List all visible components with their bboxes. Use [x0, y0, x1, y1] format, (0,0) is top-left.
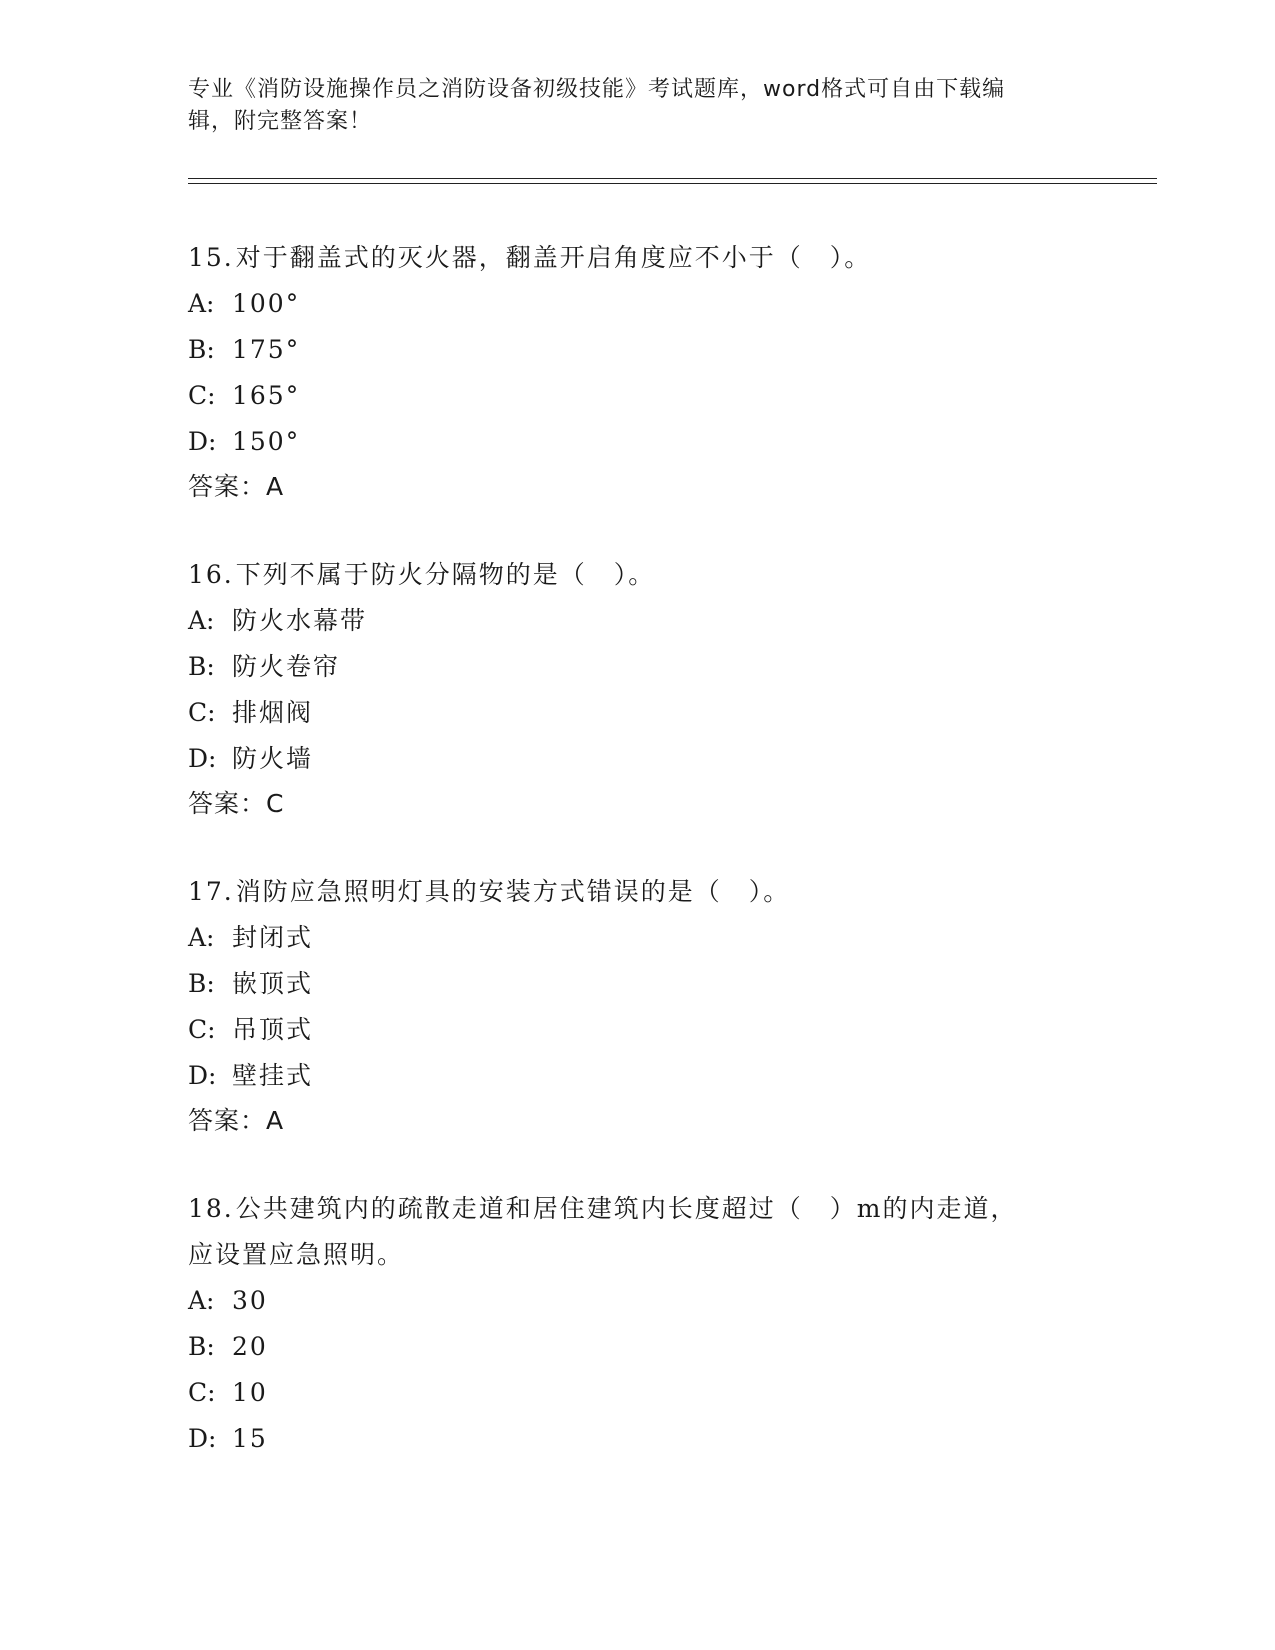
option-c: [188, 1007, 1088, 1053]
option-text: 壁挂式: [232, 1061, 314, 1090]
answer-line: 答案：A: [188, 472, 285, 501]
option-key: C:: [188, 1378, 216, 1407]
option-d: [188, 736, 1088, 782]
option-text: 100°: [232, 289, 301, 318]
header-divider-top: [188, 178, 1157, 179]
option-text: 排烟阀: [232, 698, 314, 727]
option-c: [188, 690, 1088, 736]
question-number: 17.: [188, 877, 234, 906]
question-text: 对于翻盖式的灭火器，翻盖开启角度应不小于（ ）。: [235, 243, 872, 272]
header-divider-bottom: [188, 183, 1157, 184]
option-text: 防火水幕带: [232, 606, 368, 635]
question-stem: [188, 1186, 1088, 1232]
option-text: 150°: [232, 427, 301, 456]
question-number: 15.: [188, 243, 234, 272]
option-text: 防火卷帘: [232, 652, 341, 681]
option-key: B:: [188, 969, 215, 998]
option-key: D:: [188, 1061, 217, 1090]
option-c: [188, 373, 1088, 419]
question-list: [188, 235, 1088, 1505]
option-key: A:: [188, 1286, 215, 1315]
option-text: 15: [232, 1424, 268, 1453]
option-key: B:: [188, 335, 215, 364]
question-16: [188, 552, 1088, 826]
question-number: 18.: [188, 1194, 234, 1223]
option-text: 10: [232, 1378, 268, 1407]
question-stem: [188, 552, 1088, 598]
option-key: C:: [188, 1015, 216, 1044]
option-text: 防火墙: [232, 744, 314, 773]
option-key: C:: [188, 381, 216, 410]
header-line-2: 辑，附完整答案！: [188, 109, 373, 134]
question-stem: [188, 235, 1088, 281]
question-number: 16.: [188, 560, 234, 589]
option-b: [188, 961, 1088, 1007]
option-text: 165°: [232, 381, 301, 410]
option-b: [188, 644, 1088, 690]
option-d: [188, 1053, 1088, 1099]
option-b: [188, 327, 1088, 373]
option-a: [188, 915, 1088, 961]
question-17: [188, 869, 1088, 1143]
option-a: [188, 1278, 1088, 1324]
option-text: 20: [232, 1332, 268, 1361]
question-18: [188, 1186, 1088, 1462]
question-stem: [188, 869, 1088, 915]
question-stem-continued: 应设置应急照明。: [188, 1240, 405, 1269]
option-key: C:: [188, 698, 216, 727]
option-key: B:: [188, 652, 215, 681]
option-key: B:: [188, 1332, 215, 1361]
option-text: 吊顶式: [232, 1015, 314, 1044]
answer-line: 答案：C: [188, 789, 285, 818]
option-key: D:: [188, 744, 217, 773]
option-text: 30: [232, 1286, 268, 1315]
option-key: A:: [188, 606, 215, 635]
option-text: 175°: [232, 335, 301, 364]
option-text: 嵌顶式: [232, 969, 314, 998]
option-key: A:: [188, 923, 215, 952]
option-key: D:: [188, 427, 217, 456]
option-d: [188, 1416, 1088, 1462]
option-a: [188, 598, 1088, 644]
document-header: [188, 74, 1078, 138]
option-key: A:: [188, 289, 215, 318]
header-line-1: 专业《消防设施操作员之消防设备初级技能》考试题库，word格式可自由下载编: [188, 77, 1006, 102]
option-b: [188, 1324, 1088, 1370]
question-text: 公共建筑内的疏散走道和居住建筑内长度超过（ ）m的内走道，: [235, 1194, 1018, 1223]
question-15: [188, 235, 1088, 509]
option-a: [188, 281, 1088, 327]
option-d: [188, 419, 1088, 465]
answer-line: 答案：A: [188, 1106, 285, 1135]
question-text: 消防应急照明灯具的安装方式错误的是（ ）。: [235, 877, 791, 906]
option-c: [188, 1370, 1088, 1416]
option-key: D:: [188, 1424, 217, 1453]
option-text: 封闭式: [232, 923, 314, 952]
question-text: 下列不属于防火分隔物的是（ ）。: [235, 560, 656, 589]
